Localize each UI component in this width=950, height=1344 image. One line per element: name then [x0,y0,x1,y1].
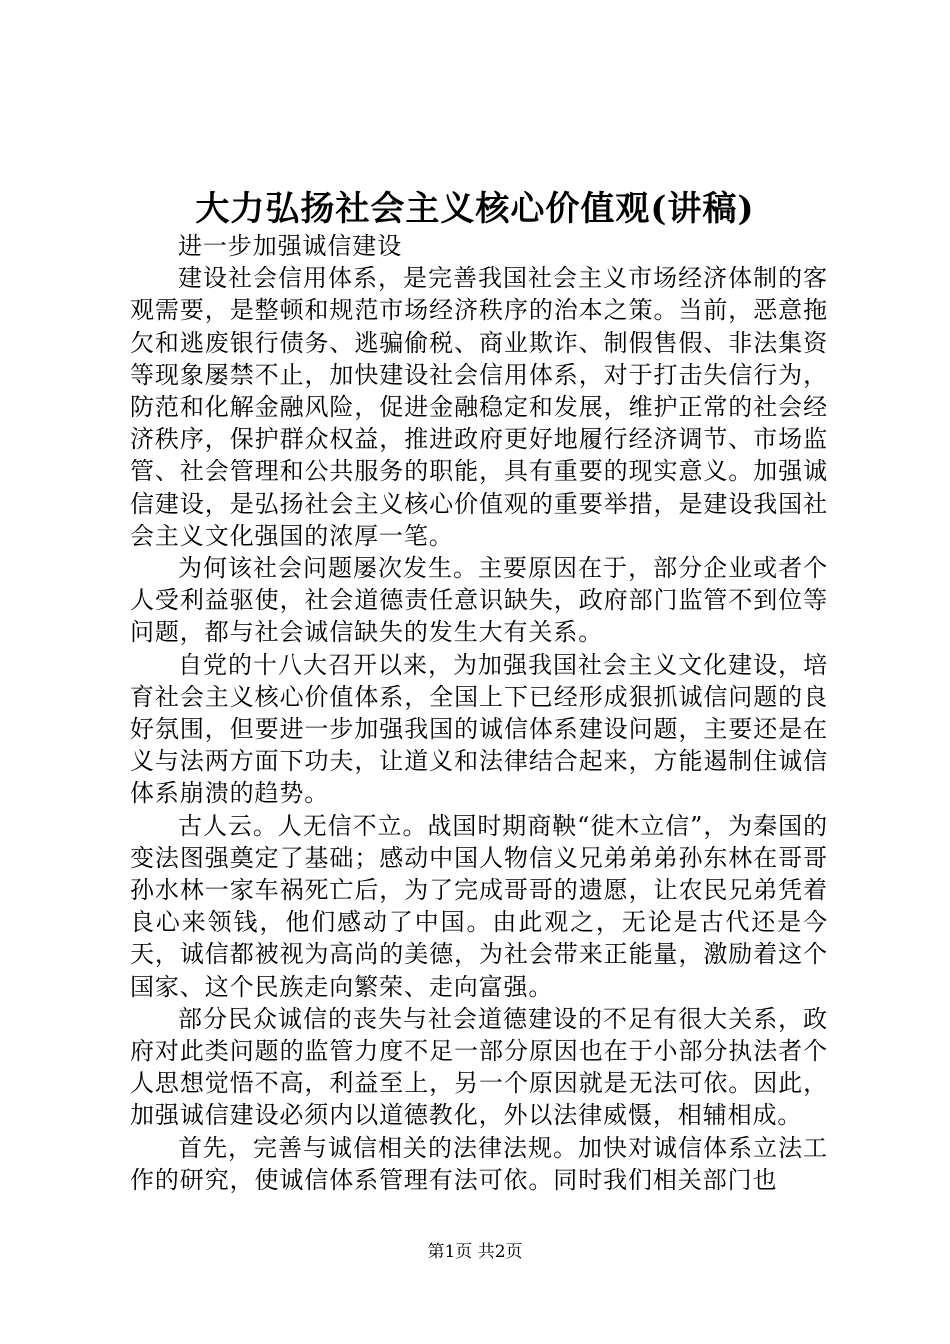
document-title: 大力弘扬社会主义核心价值观(讲稿) [195,189,755,229]
section-heading: 进一步加强诚信建设 [178,232,403,260]
paragraph: 建设社会信用体系，是完善我国社会主义市场经济体制的客观需要，是整顿和规范市场经济秩序的治本之策。当前，恶意拖欠和逃废银行债务、逃骗偷税、商业欺诈、制假售假、非法集资等现象屡禁不止，加快建设社会信用体系，对于打击失信行为，防范和化解金融风险，促进金融稳定和发展，维护正常的社会经济秩序，保护群众权益，推进政府更好地履行经济调节、市场监管、社会管理和公共服务的职能，具有重要的现实意义。加强诚信建设，是弘扬社会主义核心价值观的重要举措，是建设我国社会主义文化强国的浓厚一笔。 [130,264,828,550]
paragraph: 首先，完善与诚信相关的法律法规。加快对诚信体系立法工作的研究，使诚信体系管理有法可依。同时我们相关部门也 [130,1133,828,1194]
paragraph: 自党的十八大召开以来，为加强我国社会主义文化建设，培育社会主义核心价值体系，全国上下已经形成狠抓诚信问题的良好氛围，但要进一步加强我国的诚信体系建设问题，主要还是在义与法两方面下功夫，让道义和法律结合起来，方能遏制住诚信体系崩溃的趋势。 [130,650,828,808]
document-body [130,230,828,1196]
paragraph: 为何该社会问题屡次发生。主要原因在于，部分企业或者个人受利益驱使，社会道德责任意识缺失，政府部门监管不到位等问题，都与社会诚信缺失的发生大有关系。 [130,554,828,647]
page-number-footer: 第1页 共2页 [427,1242,523,1262]
paragraph: 部分民众诚信的丧失与社会道德建设的不足有很大关系，政府对此类问题的监管力度不足一部分原因也在于小部分执法者个人思想觉悟不高，利益至上，另一个原因就是无法可依。因此，加强诚信建设必须内以道德教化，外以法律威慑，相辅相成。 [130,1004,828,1130]
paragraph: 古人云。人无信不立。战国时期商鞅“徙木立信”，为秦国的变法图强奠定了基础；感动中国人物信义兄弟弟弟孙东林在哥哥孙水林一家车祸死亡后，为了完成哥哥的遗愿，让农民兄弟凭着良心来领钱，他们感动了中国。由此观之，无论是古代还是今天，诚信都被视为高尚的美德，为社会带来正能量，激励着这个国家、这个民族走向繁荣、走向富强。 [130,811,828,1001]
